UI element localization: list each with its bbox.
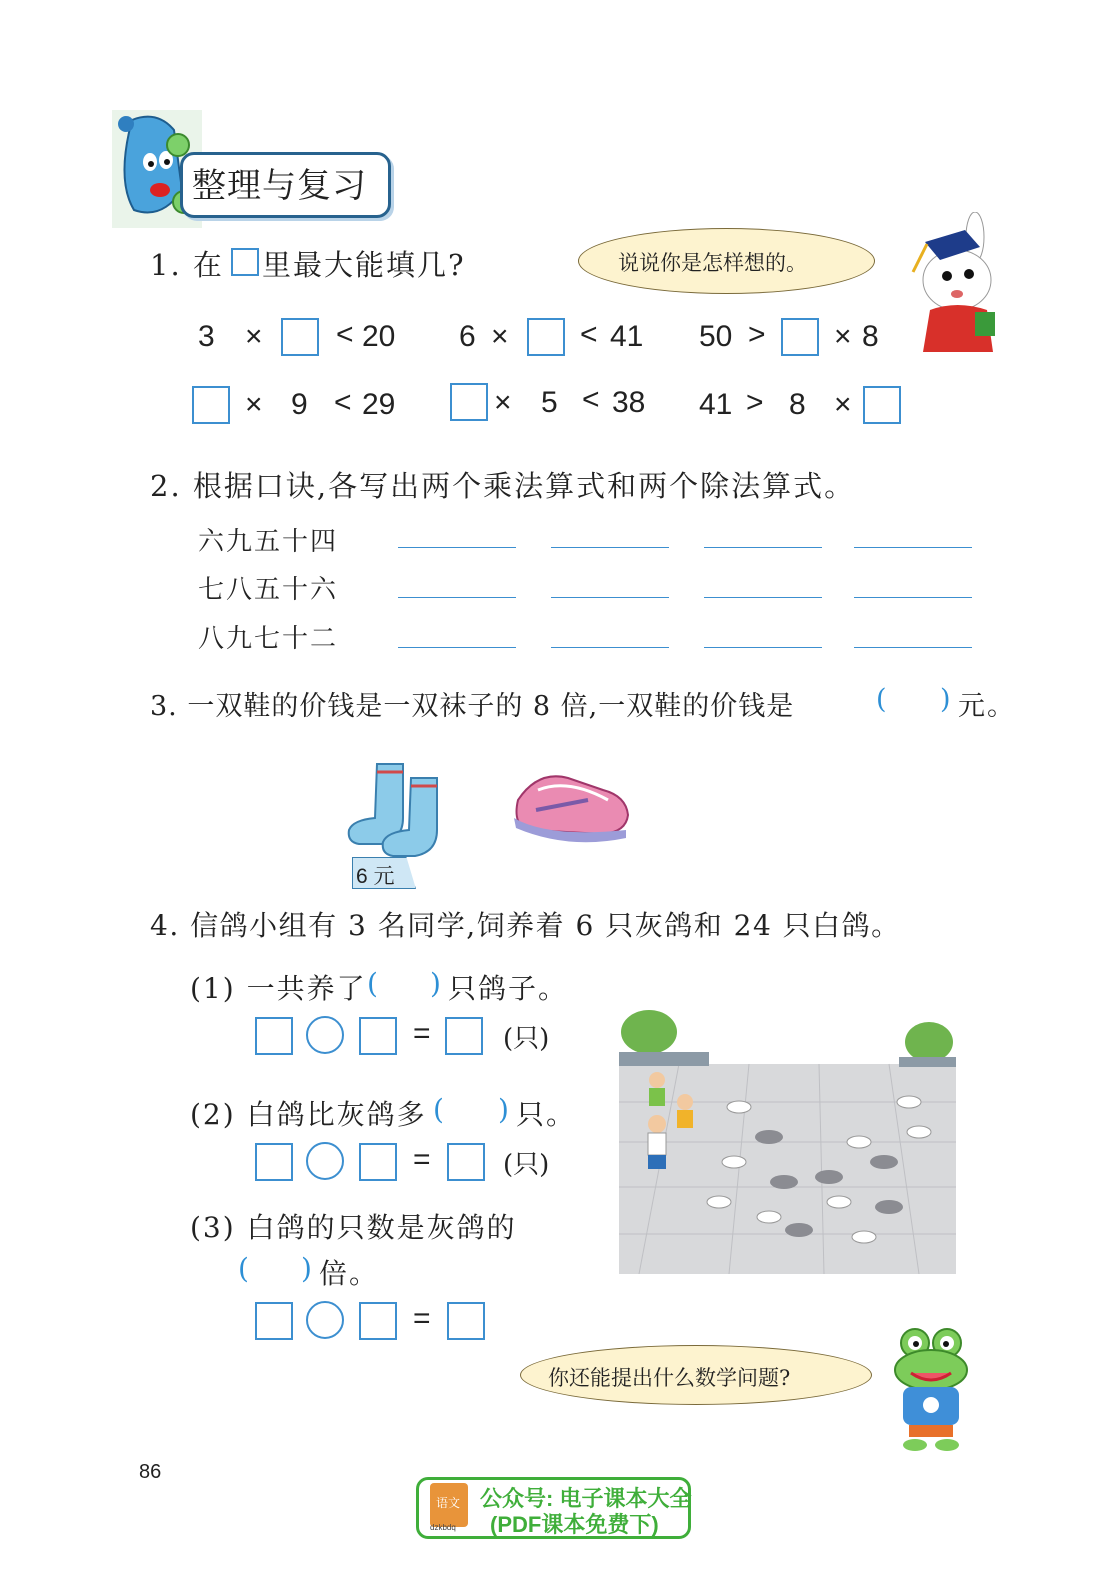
q3-paren-close: ): [940, 684, 953, 715]
socks-icon: [345, 760, 450, 860]
q2-r3-blank-4[interactable]: [854, 647, 972, 648]
q4-sub2-pre: (2) 白鸽比灰鸽多: [190, 1098, 427, 1131]
q1-r2-e3-answer-box[interactable]: [863, 386, 901, 424]
q4-sub2-operand-1[interactable]: [255, 1143, 293, 1181]
q4-sub3-answer[interactable]: [255, 1255, 301, 1287]
q2-r1-blank-3[interactable]: [704, 547, 822, 548]
q1-r1-e2-answer-box[interactable]: [527, 318, 565, 356]
page-title: 整理与复习: [192, 166, 367, 206]
q4-sub2-paren-close: ): [498, 1093, 511, 1126]
q3-answer-blank[interactable]: [892, 686, 938, 718]
q1-r1-e1-b: 20: [362, 320, 396, 353]
q3-prompt-post: 元。: [958, 691, 1016, 722]
q1-r1-e3-answer-box[interactable]: [781, 318, 819, 356]
q1-r2-e3-a: 41: [699, 388, 733, 421]
q4-sub2-answer[interactable]: [450, 1096, 496, 1128]
q4-sub2-result[interactable]: [447, 1143, 485, 1181]
q1-r1-e3-op2: ×: [834, 320, 852, 353]
watermark-icon-text: 语文: [436, 1496, 461, 1510]
q1-r1-e2-b: 41: [610, 320, 644, 353]
q2-prompt: 2. 根据口诀,各写出两个乘法算式和两个除法算式。: [150, 469, 856, 503]
q4-sub1-operand-1[interactable]: [255, 1017, 293, 1055]
q2-r3-blank-2[interactable]: [551, 647, 669, 648]
q2-r3-blank-3[interactable]: [704, 647, 822, 648]
q4-sub2-operator[interactable]: [306, 1142, 344, 1180]
q1-r1-e1-a: 3: [198, 320, 215, 353]
q1-r2-e1-a: 9: [291, 388, 308, 421]
section-header: [112, 110, 387, 228]
q2-r2-blank-2[interactable]: [551, 597, 669, 598]
q1-r2-e3-op2: ×: [834, 388, 852, 421]
q2-r1-blank-4[interactable]: [854, 547, 972, 548]
watermark-line-1: 公众号: 电子课本大全: [480, 1486, 692, 1511]
q1-r1-e1-op2: <: [336, 318, 354, 351]
q4-sub1-unit: (只): [503, 1024, 550, 1054]
q4-bubble-text: 你还能提出什么数学问题?: [548, 1366, 791, 1390]
q2-r1-blank-2[interactable]: [551, 547, 669, 548]
q1-sample-box: [231, 248, 259, 276]
q1-r1-e2-a: 6: [459, 320, 476, 353]
q4-sub3-post: 倍。: [319, 1257, 380, 1290]
rabbit-icon: [905, 212, 1005, 357]
q4-sub1-answer[interactable]: [384, 970, 428, 1002]
q4-sub3-line1: (3) 白鸽的只数是灰鸽的: [190, 1211, 517, 1244]
q1-r2-e1-answer-box[interactable]: [192, 386, 230, 424]
q2-r2-blank-3[interactable]: [704, 597, 822, 598]
sneakers-icon: [508, 760, 633, 850]
q1-r1-e2-op2: <: [580, 318, 598, 351]
q4-sub1-equals: =: [413, 1017, 431, 1050]
price-tag-text: 6 元: [356, 865, 395, 888]
q4-sub1-post: 只鸽子。: [448, 972, 569, 1005]
q1-r2-e1-op1: ×: [245, 388, 263, 421]
q4-sub3-paren-close: ): [301, 1252, 314, 1285]
q1-r2-e1-b: 29: [362, 388, 396, 421]
q1-r2-e2-op1: ×: [494, 386, 512, 419]
q2-rhyme-2: 七八五十六: [198, 575, 339, 605]
q4-sub1-paren-open: (: [367, 967, 380, 1000]
watermark-small-text: dzkbdq: [430, 1523, 456, 1532]
q1-r1-e3-b: 8: [862, 320, 879, 353]
q3-paren-open: (: [876, 684, 889, 715]
q1-r2-e2-op2: <: [582, 383, 600, 416]
q2-r2-blank-1[interactable]: [398, 597, 516, 598]
q1-r2-e2-b: 38: [612, 386, 646, 419]
q1-r2-e3-b: 8: [789, 388, 806, 421]
q2-rhyme-1: 六九五十四: [198, 527, 339, 557]
q1-r2-e2-answer-box[interactable]: [450, 383, 488, 421]
q4-sub3-operator[interactable]: [306, 1301, 344, 1339]
q4-sub1-operator[interactable]: [306, 1016, 344, 1054]
q1-r1-e2-op1: ×: [491, 320, 509, 353]
q4-sub2-equals: =: [413, 1143, 431, 1176]
q4-sub1-pre: (1) 一共养了: [190, 972, 367, 1005]
q2-r1-blank-1[interactable]: [398, 547, 516, 548]
pigeon-square-illustration: [619, 1002, 956, 1274]
q4-sub3-result[interactable]: [447, 1302, 485, 1340]
q2-rhyme-3: 八九七十二: [198, 624, 339, 654]
q1-r2-e2-a: 5: [541, 386, 558, 419]
q4-sub2-unit: (只): [503, 1150, 550, 1180]
q4-sub3-operand-2[interactable]: [359, 1302, 397, 1340]
q1-r2-e1-op2: <: [334, 386, 352, 419]
q1-r1-e1-op1: ×: [245, 320, 263, 353]
q4-sub2-post: 只。: [516, 1098, 577, 1131]
q1-r1-e3-op1: >: [748, 318, 766, 351]
q2-r3-blank-1[interactable]: [398, 647, 516, 648]
q4-sub3-equals: =: [413, 1302, 431, 1335]
q2-r2-blank-4[interactable]: [854, 597, 972, 598]
q1-r1-e3-a: 50: [699, 320, 733, 353]
q1-bubble-text: 说说你是怎样想的。: [618, 251, 807, 275]
q1-prompt-pre: 1. 在: [150, 248, 224, 282]
q4-sub3-operand-1[interactable]: [255, 1302, 293, 1340]
watermark-line-2: (PDF课本免费下): [490, 1512, 659, 1537]
q3-prompt-pre: 3. 一双鞋的价钱是一双袜子的 8 倍,一双鞋的价钱是: [150, 691, 795, 722]
page-number: 86: [139, 1461, 162, 1483]
q4-sub2-paren-open: (: [433, 1093, 446, 1126]
q1-prompt-post: 里最大能填几?: [262, 248, 466, 282]
q4-sub2-operand-2[interactable]: [359, 1143, 397, 1181]
frog-icon: [885, 1325, 980, 1455]
q4-sub1-result[interactable]: [445, 1017, 483, 1055]
q4-prompt: 4. 信鸽小组有 3 名同学,饲养着 6 只灰鸽和 24 只白鸽。: [150, 909, 901, 942]
q4-sub1-operand-2[interactable]: [359, 1017, 397, 1055]
q1-r2-e3-op1: >: [746, 386, 764, 419]
q4-sub1-paren-close: ): [430, 967, 443, 1000]
q4-sub3-paren-open: (: [238, 1252, 251, 1285]
q1-r1-e1-answer-box[interactable]: [281, 318, 319, 356]
